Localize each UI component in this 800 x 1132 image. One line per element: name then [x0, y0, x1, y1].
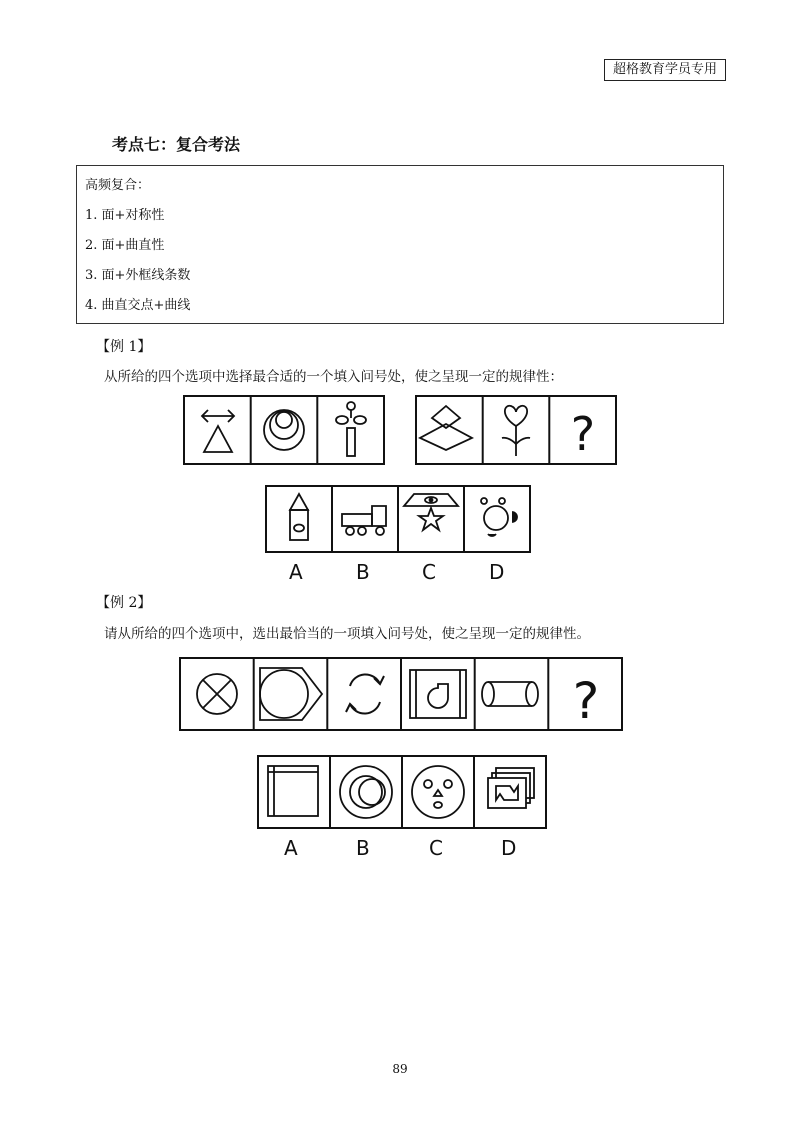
circular-arrows-figure	[346, 674, 384, 713]
framed-drop-figure	[410, 670, 466, 718]
option-label: B	[356, 836, 370, 860]
arrow-triangle-figure	[202, 410, 234, 452]
diamonds-figure	[420, 406, 472, 450]
header-tag: 超格教育学员专用	[604, 59, 726, 81]
example-2-question: 请从所给的四个选项中，选出最恰当的一项填入问号处，使之呈现一定的规律性。	[104, 626, 590, 642]
section-title: 考点七：复合考法	[112, 135, 241, 154]
stem-figure	[336, 402, 366, 456]
example-1-label: 【例 1】	[96, 339, 152, 355]
option-b-figure	[340, 766, 392, 818]
cylinder-figure	[482, 682, 538, 706]
page-number: 89	[392, 1062, 408, 1076]
summary-box	[76, 165, 724, 324]
option-a-figure	[290, 494, 308, 540]
option-label: A	[284, 836, 298, 860]
figure-group-1-frame	[184, 396, 384, 464]
option-label: B	[356, 560, 370, 584]
summary-item: 2. 面+曲直性	[85, 238, 165, 253]
option-label: C	[422, 560, 436, 584]
example-2-label: 【例 2】	[96, 595, 152, 611]
option-c-figure	[404, 494, 458, 530]
option-d-figure	[488, 768, 534, 808]
option-label: D	[489, 560, 505, 584]
option-label: D	[501, 836, 517, 860]
example-1-option-figures	[262, 482, 534, 556]
option-label: C	[429, 836, 443, 860]
example-2-question-figures	[176, 654, 626, 734]
example-2-option-figures	[254, 752, 550, 832]
example-1-question: 从所给的四个选项中选择最合适的一个填入问号处，使之呈现一定的规律性：	[104, 369, 563, 385]
nested-circles-figure	[264, 410, 304, 450]
option-a-figure	[268, 766, 318, 816]
pentagon-circle-figure	[260, 668, 322, 720]
example-1-question-figures	[180, 392, 620, 468]
summary-heading: 高频复合：	[85, 178, 151, 193]
heart-flower-figure	[502, 406, 530, 456]
question-mark-icon: ?	[572, 672, 600, 730]
circle-cross-figure	[197, 674, 237, 714]
option-d-figure	[481, 498, 517, 536]
summary-item: 3. 面+外框线条数	[85, 268, 191, 283]
summary-item: 4. 曲直交点+曲线	[85, 298, 191, 313]
option-b-figure	[342, 506, 386, 535]
question-mark-icon: ?	[570, 407, 596, 461]
summary-item: 1. 面+对称性	[85, 208, 165, 223]
option-label: A	[289, 560, 303, 584]
option-c-figure	[412, 766, 464, 818]
